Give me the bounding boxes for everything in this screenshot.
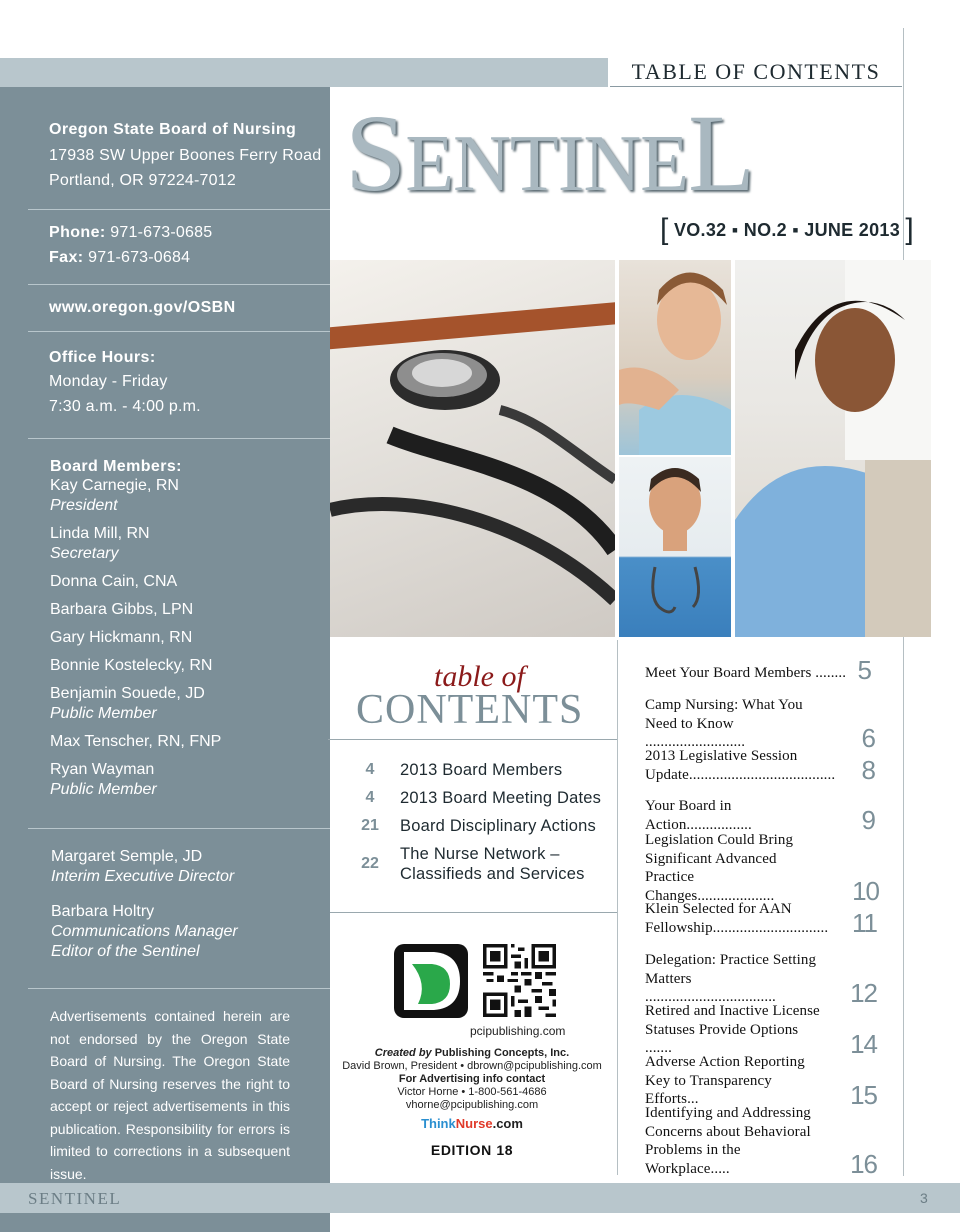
toc-page-number: 11 <box>852 908 877 938</box>
staff-list <box>51 847 238 962</box>
sidebar-divider <box>28 209 330 210</box>
toc-item-title: Board Disciplinary Actions <box>400 817 596 835</box>
member-name: Ryan Wayman <box>50 761 155 778</box>
staff-name: Barbara Holtry <box>51 903 155 920</box>
toc-divider <box>328 739 618 740</box>
sidebar-divider <box>28 331 330 332</box>
top-band <box>0 58 608 87</box>
toc-item-title: Identifying and Addressing Concerns about Behavioral Problems in the Workplace..... <box>645 1105 811 1177</box>
phone-number: 971-673-0685 <box>110 224 213 241</box>
member-name: Benjamin Souede, JD <box>50 685 205 702</box>
footer-band <box>0 1183 960 1213</box>
staff-role: Interim Executive Director <box>51 868 235 885</box>
sidebar-contact <box>49 220 212 270</box>
advertising-contact: Victor Horne • 1-800-561-4686 <box>397 1086 547 1098</box>
stethoscope-photo <box>330 260 615 637</box>
publisher-url[interactable]: pcipublishing.com <box>470 1024 566 1038</box>
disclaimer: Advertisements contained herein are not endorsed by the Oregon State Board of Nursing. The Oregon State Board of Nursing reserves the right to accept or reject advertisements in this publication. Responsibility for errors is limited to corrections in a subsequent issue. <box>50 1008 290 1182</box>
footer-title: SENTINEL <box>28 1189 122 1208</box>
staff-role: Communications Manager <box>51 923 238 940</box>
publisher-logo <box>394 944 468 1018</box>
toc-item-title: Legislation Could Bring Significant Advanced Practice Changes.................... <box>645 832 794 904</box>
toc-page-number: 10 <box>852 876 879 906</box>
toc-right-item[interactable] <box>645 696 875 753</box>
staff-name: Margaret Semple, JD <box>51 848 203 865</box>
toc-right-item[interactable] <box>645 1053 877 1110</box>
member-name: Bonnie Kostelecky, RN <box>50 657 213 674</box>
publisher-info <box>332 1047 612 1112</box>
toc-page-number: 6 <box>861 722 875 753</box>
toc-right-item[interactable] <box>645 654 875 685</box>
toc-item-title: 2013 Board Members <box>400 761 563 779</box>
member-name: Kay Carnegie, RN <box>50 477 179 494</box>
sidebar-divider <box>28 988 330 989</box>
member-role: Secretary <box>50 545 119 562</box>
toc-page-number: 9 <box>861 805 875 835</box>
address-line1: 17938 SW Upper Boones Ferry Road <box>49 147 322 164</box>
member-role: Public Member <box>50 705 157 722</box>
toc-right-item[interactable] <box>645 1002 877 1059</box>
website-link[interactable]: www.oregon.gov/OSBN <box>49 299 236 316</box>
publisher-company: Publishing Concepts, Inc. <box>434 1047 570 1059</box>
toc-page-number: 14 <box>850 1028 877 1059</box>
phone-label: Phone: <box>49 224 106 241</box>
toc-item-title: Adverse Action Reporting Key to Transparency Efforts... <box>645 1054 805 1107</box>
section-header <box>610 58 902 87</box>
toc-page-number: 4 <box>365 761 375 778</box>
address-line2: Portland, OR 97224-7012 <box>49 172 236 189</box>
footer-page-number: 3 <box>920 1190 928 1206</box>
toc-item-title: Delegation: Practice Setting Matters .................................. <box>645 952 817 1005</box>
toc-item-title: Retired and Inactive License Statuses Provide Options ....... <box>645 1003 820 1056</box>
toc-page-number: 15 <box>850 1079 877 1110</box>
toc-page-number: 8 <box>861 755 875 785</box>
toc-page-number: 4 <box>365 789 375 806</box>
magazine-title: SENTINEL <box>345 92 755 214</box>
column-divider <box>617 640 618 1175</box>
thinknurse-link[interactable]: ThinkNurse.com <box>421 1116 523 1131</box>
board-members <box>50 458 221 800</box>
toc-left-item[interactable] <box>355 844 605 884</box>
toc-item-title: Klein Selected for AAN Fellowship.............................. <box>645 901 829 936</box>
sidebar-divider <box>28 438 330 439</box>
toc-page-number: 16 <box>850 1149 877 1179</box>
toc-left-item[interactable] <box>355 760 605 780</box>
toc-item-title: 2013 Board Meeting Dates <box>400 789 602 807</box>
toc-page-number: 12 <box>850 977 877 1008</box>
issue-text: VO.32 ▪ NO.2 ▪ JUNE 2013 <box>673 220 901 240</box>
members-label: Board Members: <box>50 458 182 475</box>
member-name: Linda Mill, RN <box>50 525 150 542</box>
male-nurse-photo <box>619 457 731 637</box>
member-name: Gary Hickmann, RN <box>50 629 193 646</box>
toc-right-item[interactable] <box>645 900 877 938</box>
female-nurse-photo <box>735 260 931 637</box>
edition-label: EDITION 18 <box>430 1142 514 1158</box>
toc-page-number: 21 <box>361 817 379 834</box>
member-name: Barbara Gibbs, LPN <box>50 601 194 618</box>
member-name: Max Tenscher, RN, FNP <box>50 733 222 750</box>
hours-time: 7:30 a.m. - 4:00 p.m. <box>49 398 201 415</box>
toc-left-item[interactable] <box>355 816 605 836</box>
issue-info: [ VO.32 ▪ NO.2 ▪ JUNE 2013 ] <box>660 213 914 246</box>
org-name: Oregon State Board of Nursing <box>49 121 297 138</box>
fax-label: Fax: <box>49 249 84 266</box>
toc-script-title: table of <box>434 660 525 693</box>
member-name: Donna Cain, CNA <box>50 573 178 590</box>
fax-number: 971-673-0684 <box>88 249 191 266</box>
toc-item-title: 2013 Legislative Session Update...................................... <box>645 748 836 783</box>
toc-item-title: Camp Nursing: What You Need to Know .......................... <box>645 697 803 750</box>
toc-left-list <box>355 760 605 892</box>
advertising-label: For Advertising info contact <box>398 1073 546 1085</box>
advertising-email[interactable]: vhorne@pcipublishing.com <box>405 1099 539 1111</box>
toc-right-item[interactable] <box>645 951 877 1008</box>
member-role: President <box>50 497 118 514</box>
created-by-label: Created by <box>374 1047 432 1059</box>
hours-days: Monday - Friday <box>49 373 168 390</box>
staff-role: Editor of the Sentinel <box>51 943 200 960</box>
qr-code[interactable] <box>483 944 556 1017</box>
toc-right-item[interactable] <box>645 1104 877 1179</box>
toc-right-item[interactable] <box>645 747 875 785</box>
sidebar-divider <box>28 828 330 829</box>
toc-caps-title: CONTENTS <box>356 687 584 733</box>
section-title: TABLE OF CONTENTS <box>631 59 881 84</box>
toc-item-title: The Nurse Network – Classifieds and Services <box>400 845 585 883</box>
office-hours <box>49 349 201 419</box>
child-patient-photo <box>619 260 731 455</box>
toc-left-item[interactable] <box>355 788 605 808</box>
sidebar-divider <box>28 284 330 285</box>
hours-label: Office Hours: <box>49 349 156 366</box>
masthead <box>345 92 890 214</box>
toc-item-title: Meet Your Board Members ........ <box>645 665 847 681</box>
toc-divider <box>330 912 617 913</box>
sidebar-address <box>49 121 321 193</box>
toc-right-item[interactable] <box>645 797 875 835</box>
toc-right-item[interactable] <box>645 831 879 906</box>
toc-item-title: Your Board in Action................. <box>645 798 752 833</box>
toc-page-number: 22 <box>361 855 379 872</box>
toc-page-number: 5 <box>857 654 871 685</box>
member-role: Public Member <box>50 781 157 798</box>
publisher-president: David Brown, President • dbrown@pcipublishing.com <box>342 1060 602 1072</box>
